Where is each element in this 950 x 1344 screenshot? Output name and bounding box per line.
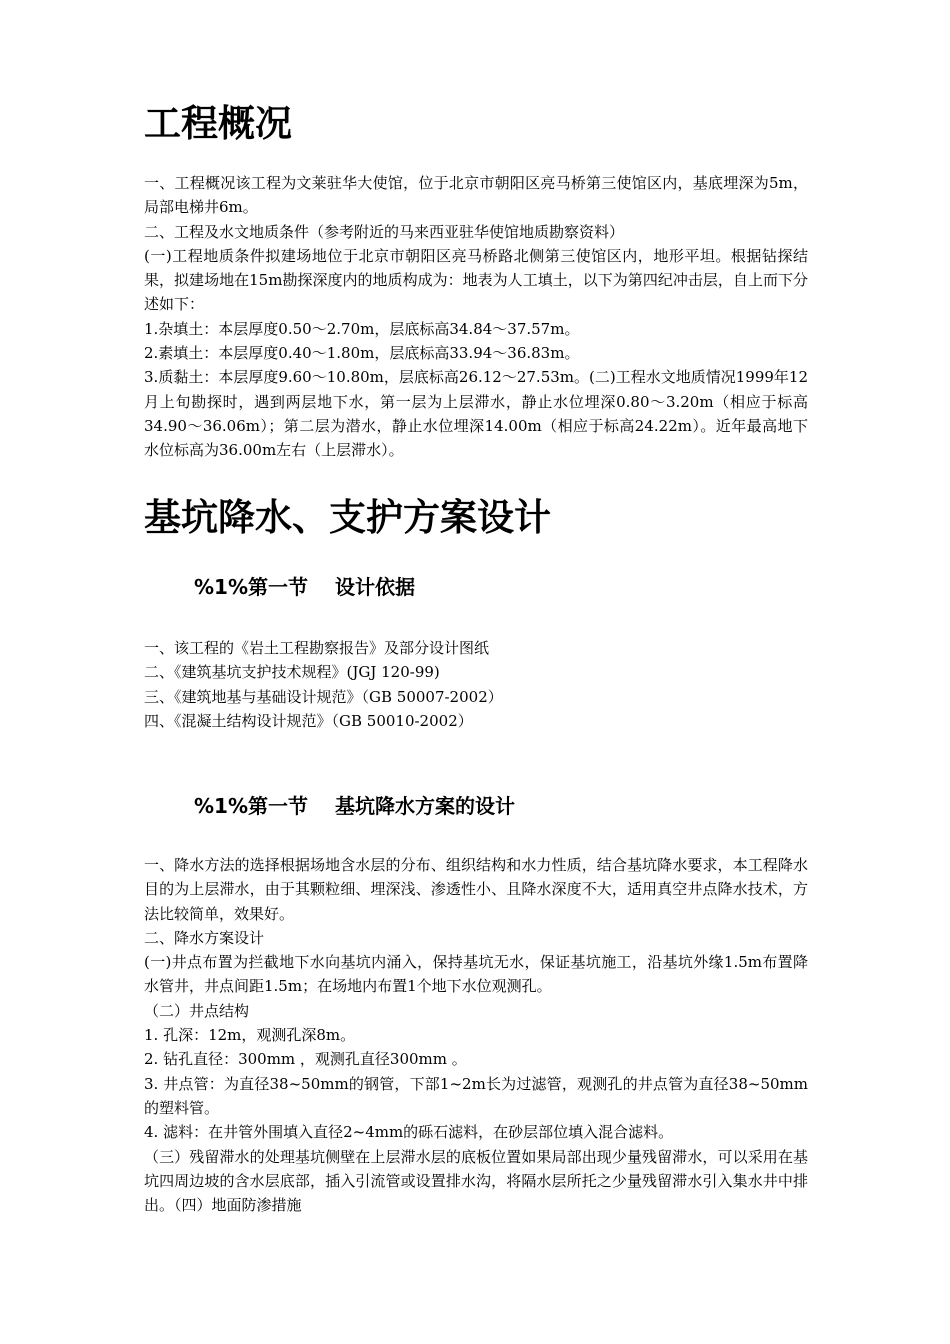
paragraph: 一、工程概况该工程为文莱驻华大使馆，位于北京市朝阳区亮马桥第三使馆区内，基底埋深为5m，局部电梯井6m。 — [144, 174, 808, 217]
overview-body — [144, 171, 808, 463]
paragraph: 二、降水方案设计 — [144, 928, 265, 947]
paragraph: (一)井点布置为拦截地下水向基坑内涌入，保持基坑无水，保证基坑施工，沿基坑外缘1.5m布置降水管井，井点间距1.5m；在场地内布置1个地下水位观测孔。 — [144, 953, 808, 996]
paragraph: 1.杂填土：本层厚度0.50～2.70m，层底标高34.84～37.57m。 — [144, 319, 580, 338]
paragraph: 4. 滤料：在井管外围填入直径2~4mm的砾石滤料，在砂层部位填入混合滤料。 — [144, 1123, 674, 1142]
paragraph: (一)工程地质条件拟建场地位于北京市朝阳区亮马桥路北侧第三使馆区内，地形平坦。根据钻探结果，拟建场地在15m勘探深度内的地质构成为：地表为人工填土，以下为第四纪冲击层，自上而下分述如下： — [144, 246, 808, 314]
paragraph: （三）残留滞水的处理基坑侧壁在上层滞水层的底板位置如果局部出现少量残留滞水，可以采用在基坑四周边坡的含水层底部，插入引流管或设置排水沟，将隔水层所托之少量残留滞水引入集水井中排出。（四）地面防渗措施 — [144, 1147, 808, 1215]
paragraph: 3.质黏土：本层厚度9.60～10.80m，层底标高26.12～27.53m。(二)工程水文地质情况1999年12月上旬勘探时，遇到两层地下水，第一层为上层滞水，静止水位埋深0.80～3.20m（相应于标高34.90～36.06m）；第二层为潜水，静止水位埋深14.00m（相应于标高24.22m）。近年最高地下水位标高为36.00m左右（上层滞水）。 — [144, 368, 808, 460]
list-item: 四、《混凝土结构设计规范》（GB 50010-2002） — [144, 711, 473, 730]
paragraph: 2. 钻孔直径：300mm ，观测孔直径300mm 。 — [144, 1050, 467, 1069]
list-item: 二、《建筑基坑支护技术规程》(JGJ 120-99) — [144, 663, 440, 682]
paragraph: 1. 孔深：12m，观测孔深8m。 — [144, 1026, 356, 1045]
paragraph: （二）井点结构 — [144, 1001, 250, 1020]
paragraph: 2.素填土：本层厚度0.40～1.80m，层底标高33.94～36.83m。 — [144, 344, 580, 363]
paragraph: 3. 井点管：为直径38~50mm的钢管，下部1~2m长为过滤管，观测孔的井点管为直径38~50mm的塑料管。 — [144, 1074, 808, 1117]
list-item: 一、该工程的《岩土工程勘察报告》及部分设计图纸 — [144, 639, 490, 657]
paragraph: 一、降水方法的选择根据场地含水层的分布、组织结构和水力性质，结合基坑降水要求，本工程降水目的为上层滞水，由于其颗粒细、埋深浅、渗透性小、且降水深度不大，适用真空井点降水技术，方法比较简单，效果好。 — [144, 856, 808, 923]
list-item: 三、《建筑地基与基础设计规范》（GB 50007-2002） — [144, 687, 503, 706]
paragraph: 二、工程及水文地质条件（参考附近的马来西亚驻华使馆地质勘察资料） — [144, 222, 625, 241]
basis-list — [144, 636, 808, 733]
dewatering-heading: %1%第一节 基坑降水方案的设计 — [194, 794, 515, 818]
basis-heading: %1%第一节 设计依据 — [194, 575, 415, 599]
overview-title: 工程概况 — [144, 102, 292, 145]
dewatering-body — [144, 853, 808, 1217]
design-title: 基坑降水、支护方案设计 — [144, 496, 551, 539]
